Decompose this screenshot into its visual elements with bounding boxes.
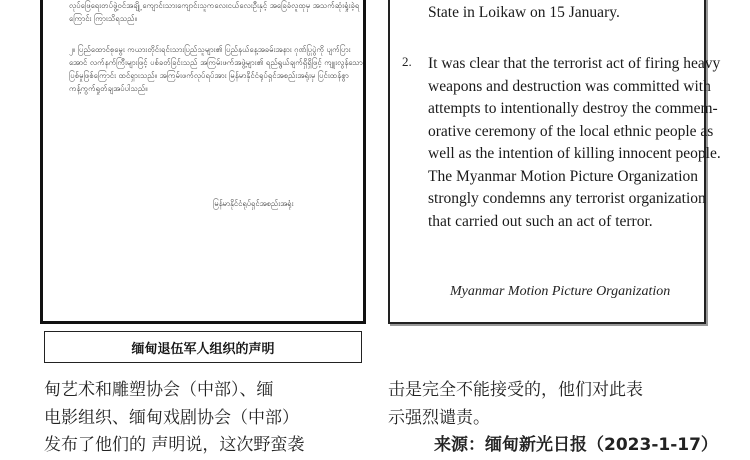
english-item-number: 2. — [402, 54, 412, 69]
burmese-paragraph-2: ၂။ ပြည်ထောင်စုမွေး ကယားတိုင်းရင်းသားပြည်သူများ၏ ပြည်နယ်နေ့အခမ်းအနား ဂုဏ်ပြုပွဲကို ပျက်ပြားအောင် လက်နက်ကြီးများဖြင့် ပစ်ခတ်ခြင်းသည် အကြမ်းဖက်အဖွဲ့များ၏ ရည်ရွယ်ချက်ရှိရှိဖြင့် ကျူးလွန်သော ပြစ်မှုဖြစ်ကြောင်း ထင်ရှားသည်။ အကြမ်းဖက်လုပ်ရပ်အား မြန်မာနိုင်ငံရုပ်ရှင်အစည်းအရုံးမှ ပြင်းထန်စွာကန့်ကွက်ရှုတ်ချအပ်ပါသည်။ — [69, 45, 363, 93]
english-body — [428, 53, 721, 233]
article-left-column — [44, 377, 304, 460]
article-line: 电影组织、缅甸戏剧协会（中部） — [44, 407, 299, 428]
article-line: 击是完全不能接受的，他们对此表 — [388, 380, 643, 400]
english-body-line: weapons and destruction was committed with — [428, 77, 711, 95]
english-body-line: strongly condemns any terrorist organization — [428, 190, 706, 207]
left-image-caption: 缅甸退伍军人组织的声明 — [44, 331, 362, 363]
article-line: 示强烈谴责。 — [388, 407, 490, 428]
burmese-paragraph-1: လုပ်ဖြေရေးတပ်ဖွဲ့ဝင်အချို့ ကျောင်းသားကျောင်းသူကလေးငယ်လေးဦးနှင့် အခြေခံလူထုမှ အသက်ဆုံးရှုံးခဲ့ရကြောင်း ကြားသိရသည်။ — [69, 1, 360, 23]
article-source: 来源：缅甸新光日报（2023-1-17） — [434, 435, 718, 455]
article-right-column — [388, 377, 718, 460]
article-line: 甸艺术和雕塑协会（中部）、缅 — [44, 380, 274, 400]
english-body-line: that carried out such an act of terror. — [428, 212, 653, 230]
article-line: 发布了他们的 声明说，这次野蛮袭 — [44, 435, 305, 455]
english-body-line: The Myanmar Motion Picture Organization — [428, 167, 699, 185]
english-top-line: State in Loikaw on 15 January. — [428, 4, 620, 21]
english-body-line: attempts to intentionally destroy the commem- — [428, 100, 718, 117]
burmese-signature: မြန်မာနိုင်ငံရုပ်ရှင်အစည်းအရုံး — [213, 199, 294, 208]
english-statement-image — [388, 0, 721, 324]
english-body-line: orative ceremony of the local ethnic people as — [428, 122, 714, 140]
english-body-line: well as the intention of killing innocent people. — [428, 145, 721, 162]
burmese-statement-image — [40, 0, 366, 324]
english-body-line: It was clear that the terrorist act of firing heavy — [428, 55, 721, 72]
english-signature: Myanmar Motion Picture Organization — [450, 284, 671, 299]
